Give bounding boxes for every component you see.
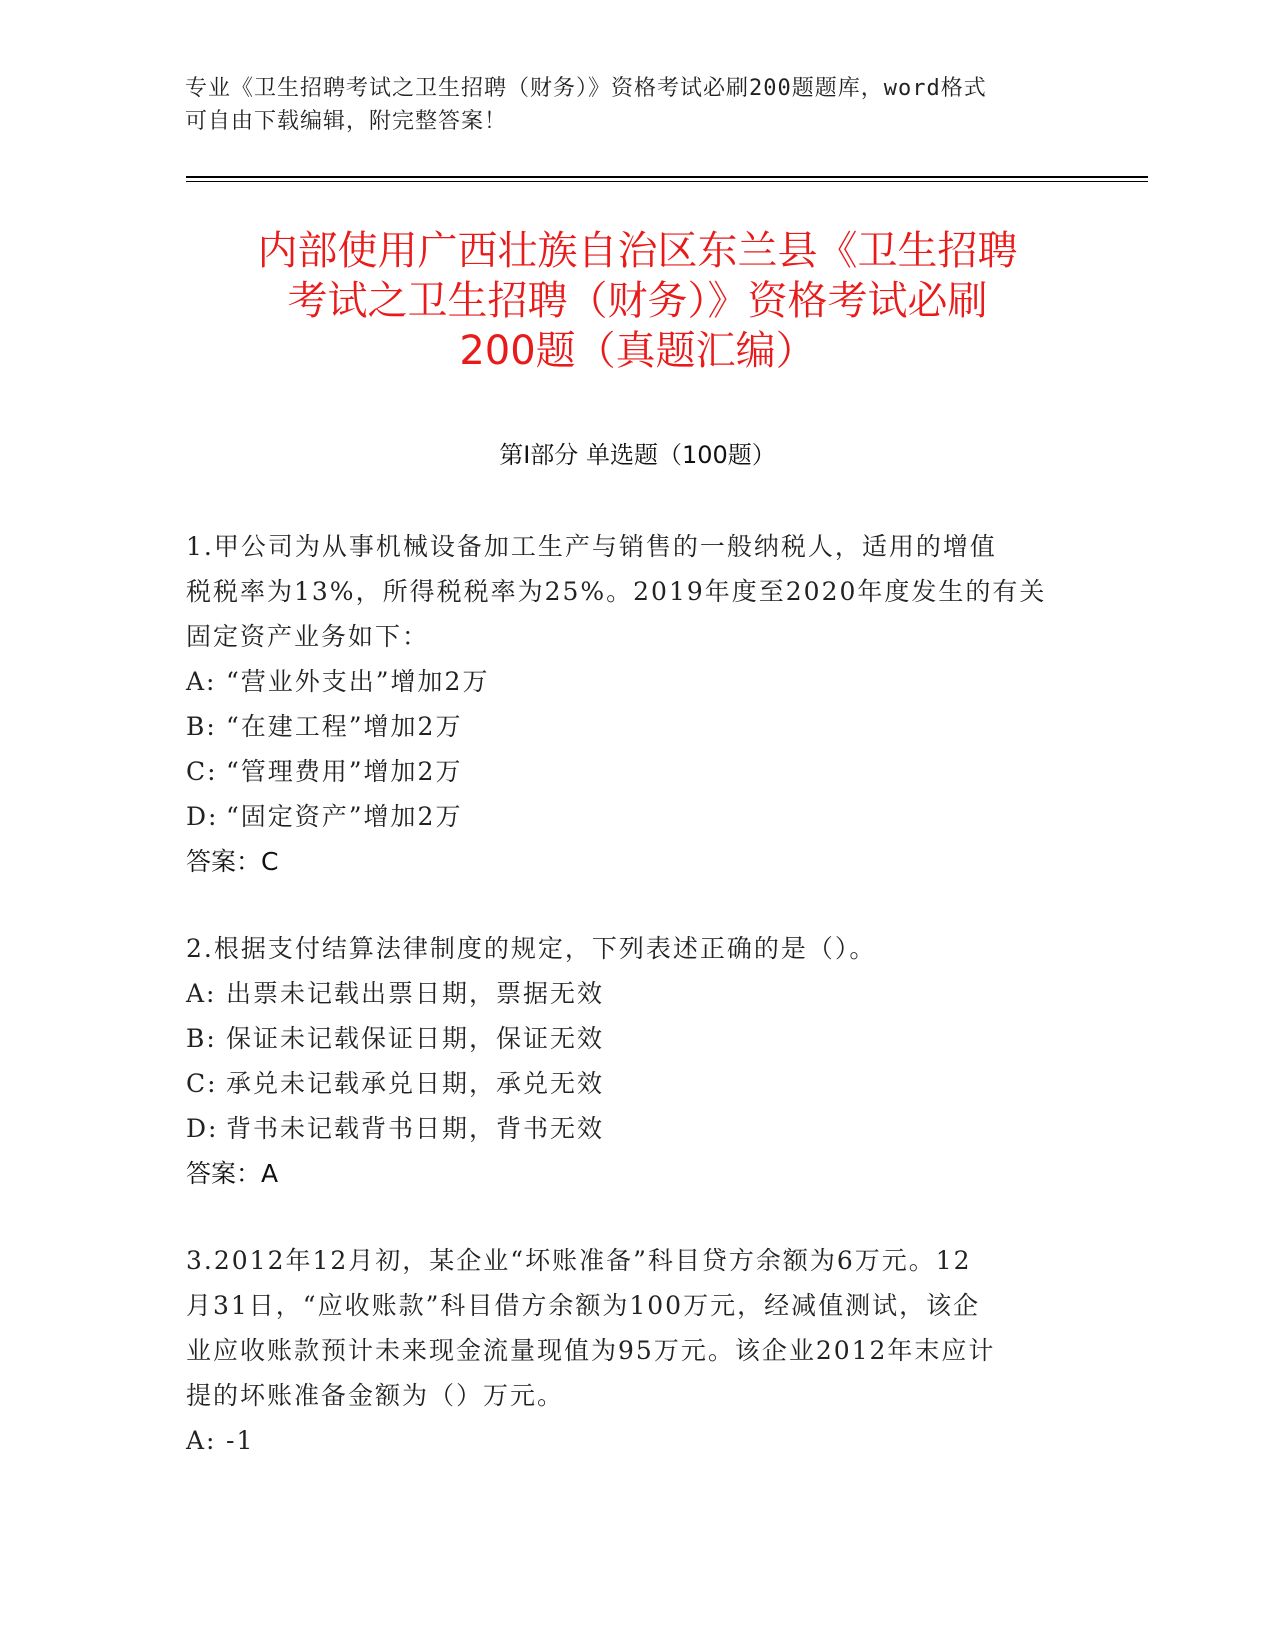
- option-d: [186, 1106, 1066, 1151]
- option-letter: B:: [186, 1024, 217, 1053]
- question-list: [186, 524, 1066, 1505]
- question-stem-line: 2.根据支付结算法律制度的规定，下列表述正确的是（）。: [186, 934, 877, 963]
- question-stem-line: 业应收账款预计未来现金流量现值为95万元。该企业2012年末应计: [186, 1336, 996, 1365]
- section-heading: 第Ⅰ部分 单选题（100题）: [499, 441, 776, 469]
- question-item: [186, 926, 1066, 1196]
- option-text: 保证未记载保证日期，保证无效: [226, 1024, 605, 1053]
- option-text: “管理费用”增加2万: [226, 757, 463, 786]
- title-line-2: 考试之卫生招聘（财务）》资格考试必刷: [287, 278, 988, 324]
- option-text: “固定资产”增加2万: [226, 802, 463, 831]
- option-text: “在建工程”增加2万: [226, 712, 463, 741]
- option-letter: D:: [186, 802, 219, 831]
- option-text: 出票未记载出票日期，票据无效: [226, 979, 605, 1008]
- question-stem-line: 提的坏账准备金额为（）万元。: [186, 1381, 565, 1410]
- question-stem-line: 3.2012年12月初，某企业“坏账准备”科目贷方余额为6万元。12: [186, 1246, 972, 1275]
- option-letter: A:: [186, 667, 217, 696]
- header-divider-thin: [186, 181, 1148, 182]
- question-stem-line: 税税率为13%，所得税税率为25%。2019年度至2020年度发生的有关: [186, 577, 1047, 606]
- option-text: “营业外支出”增加2万: [226, 667, 490, 696]
- option-letter: C:: [186, 757, 218, 786]
- option-letter: B:: [186, 712, 217, 741]
- title-line-1: 内部使用广西壮族自治区东兰县《卫生招聘: [257, 228, 1018, 274]
- option-text: 承兑未记载承兑日期，承兑无效: [226, 1069, 605, 1098]
- option-c: [186, 749, 1066, 794]
- answer-line: 答案：A: [186, 1159, 279, 1188]
- question-item: [186, 1238, 1066, 1463]
- question-stem-line: 月31日，“应收账款”科目借方余额为100万元，经减值测试，该企: [186, 1291, 981, 1320]
- option-text: -1: [226, 1426, 255, 1455]
- question-stem-line: 1.甲公司为从事机械设备加工生产与销售的一般纳税人，适用的增值: [186, 532, 997, 561]
- document-title: [170, 226, 1105, 376]
- answer-line: 答案：C: [186, 847, 279, 876]
- header-line-2: 可自由下载编辑，附完整答案！: [185, 109, 508, 134]
- option-b: [186, 1016, 1066, 1061]
- question-item: [186, 524, 1066, 884]
- option-d: [186, 794, 1066, 839]
- option-letter: A:: [186, 979, 217, 1008]
- option-text: 背书未记载背书日期，背书无效: [226, 1114, 605, 1143]
- header-divider-thick: [186, 176, 1148, 178]
- question-stem-line: 固定资产业务如下：: [186, 622, 430, 651]
- option-letter: A:: [186, 1426, 217, 1455]
- option-a: [186, 1418, 1066, 1463]
- option-letter: D:: [186, 1114, 219, 1143]
- title-line-3: 200题（真题汇编）: [459, 328, 816, 374]
- option-a: [186, 971, 1066, 1016]
- option-c: [186, 1061, 1066, 1106]
- header-line-1: 专业《卫生招聘考试之卫生招聘（财务）》资格考试必刷200题题库，word格式: [185, 76, 987, 101]
- option-b: [186, 704, 1066, 749]
- document-header-note: [185, 72, 1065, 138]
- option-a: [186, 659, 1066, 704]
- option-letter: C:: [186, 1069, 218, 1098]
